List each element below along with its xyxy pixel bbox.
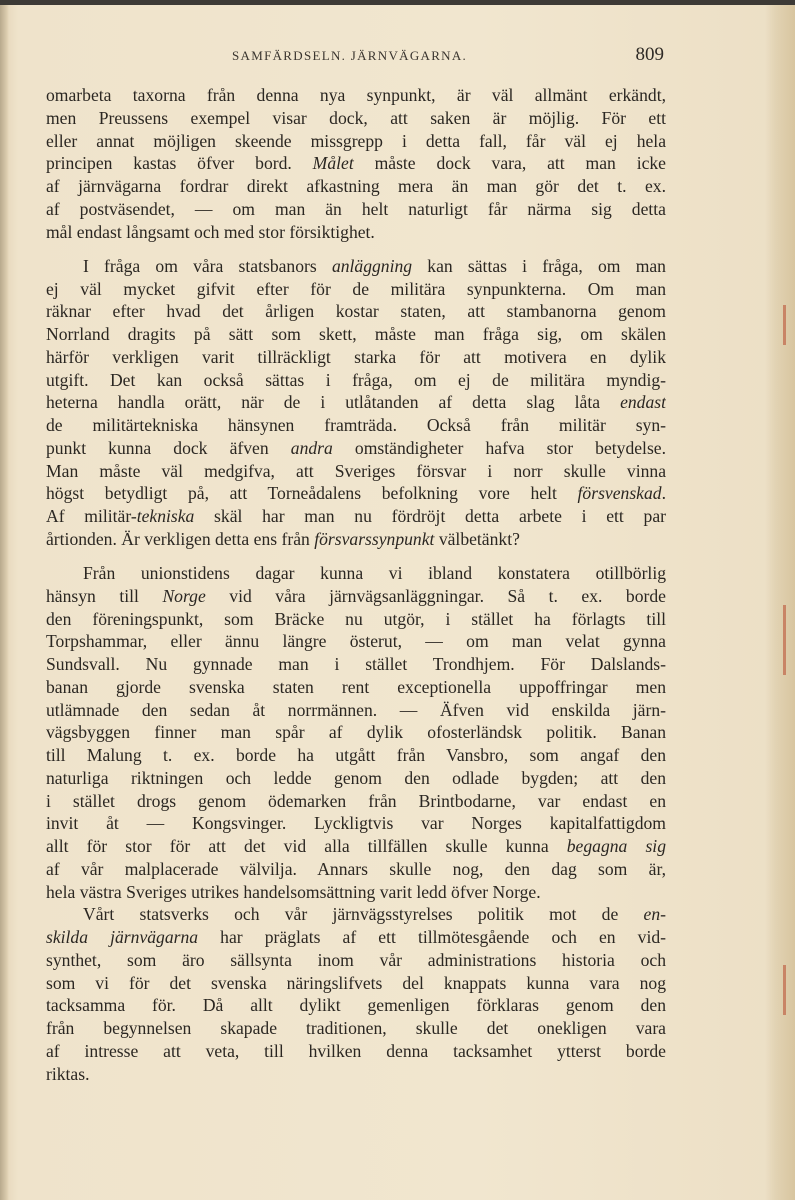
binding-shadow [0,5,9,1200]
body-text [46,84,666,1085]
text-line: de militärtekniska hänsynen framträda. Också från militär syn- [46,415,666,435]
text-line: den föreningspunkt, som Bräcke nu utgör, i stället ha förlagts till [46,608,666,629]
scan-top-edge [0,0,795,5]
text-line: Vårt statsverks och vår järnvägsstyrelses politik mot de en- [83,904,666,925]
text-line: principen kastas öfver bord. Målet måste dock vara, att man icke [46,153,666,174]
text-line: härför verkligen varit tillräckligt starka för att motivera en dylik [46,346,666,367]
text-line: naturliga riktningen och ledde genom den odlade bygden; att den [46,767,666,788]
paragraph [46,562,666,903]
text-line: invit åt — Kongsvinger. Lyckligtvis var Norges kapitalfattigdom [46,813,666,834]
text-line: utlämnade den sedan åt norrmännen. — Äfven vid enskilda järn- [46,699,666,720]
text-line: hela västra Sveriges utrikes handelsomsättning varit ledd öfver Norge. [46,881,541,902]
text-line: i stället drogs genom ödemarken från Brintbodarne, var endast en [46,790,666,811]
text-line: till Malung t. ex. borde ha utgått från Vansbro, som angaf den [46,745,666,765]
text-line: af järnvägarna fordrar direkt afkastning mera än man gör det t. ex. [46,176,666,196]
text-line: I fråga om våra statsbanors anläggning kan sättas i fråga, om man [83,255,666,276]
text-line: banan gjorde svenska staten rent exceptionella uppoffringar men [46,676,666,697]
text-line: riktas. [46,1063,90,1084]
text-line: af postväsendet, — om man än helt naturligt får närma sig detta [46,198,666,219]
text-line: vägsbyggen finner man spår af dylik ofosterländsk politik. Banan [46,722,666,743]
text-line: som vi för det svenska näringslifvets del knappats kunna vara nog [46,972,666,993]
running-title: SAMFÄRDSELN. JÄRNVÄGARNA. [232,48,468,63]
paragraph [46,255,666,551]
text-line: räknar efter hvad det årligen kostar staten, att stambanorna genom [46,301,666,322]
edge-stain [783,305,786,345]
edge-stain [783,605,786,675]
text-line: allt för stor för att det vid alla tillfällen skulle kunna begagna sig [46,836,666,856]
text-line: mål endast långsamt och med stor försiktighet. [46,221,375,242]
text-line: punkt kunna dock äfven andra omständigheter hafva stor betydelse. [46,437,666,458]
paragraph [46,84,666,243]
text-line: utgift. Det kan också sättas i fråga, om ej de militära myndig- [46,369,666,390]
text-line: af intresse att veta, till hvilken denna tacksamhet ytterst borde [46,1040,666,1061]
text-line: högst betydligt på, att Torneådalens befolkning vore helt försvenskad. [46,483,666,504]
text-line: Man måste väl medgifva, att Sveriges försvar i norr skulle vinna [46,460,666,481]
page-edge [765,5,795,1200]
text-line: tacksamma för. Då allt dylikt gemenligen förklaras genom den [46,995,666,1016]
page-header [44,44,664,70]
text-line: men Preussens exempel visar dock, att saken är möjlig. För ett [46,107,666,128]
text-line: Af militär-tekniska skäl har man nu fördröjt detta arbete i ett par [46,506,666,526]
text-line: Norrland dragits på sätt som skett, måste man fråga sig, om skälen [46,324,666,344]
text-line: heterna handla orätt, när de i utlåtanden af detta slag låta endast [46,392,666,413]
text-line: Sundsvall. Nu gynnade man i stället Trondhjem. För Dalslands- [46,654,666,674]
text-line: omarbeta taxorna från denna nya synpunkt, är väl allmänt erkändt, [46,85,666,105]
paragraph [46,903,666,1085]
text-line: från begynnelsen skapade traditionen, skulle det onekligen vara [46,1018,666,1038]
text-line: Torpshammar, eller ännu längre österut, — om man velat gynna [46,631,666,652]
page-number: 809 [635,44,664,65]
text-line: synthet, som äro sällsynta inom vår administrations historia och [46,949,666,970]
text-line: ej väl mycket gifvit efter för de militära synpunkterna. Om man [46,278,666,299]
text-line: hänsyn till Norge vid våra järnvägsanläggningar. Så t. ex. borde [46,585,666,606]
text-line: årtionden. Är verkligen detta ens från försvarssynpunkt välbetänkt? [46,528,520,549]
text-line: af vår malplacerade välvilja. Annars skulle nog, den dag som är, [46,858,666,879]
text-line: Från unionstidens dagar kunna vi ibland konstatera otillbörlig [83,563,666,583]
text-line: eller annat möjligen skeende missgrepp i detta fall, får väl ej hela [46,130,666,151]
text-line: skilda järnvägarna har präglats af ett tillmötesgående och en vid- [46,927,666,947]
edge-stain [783,965,786,1015]
